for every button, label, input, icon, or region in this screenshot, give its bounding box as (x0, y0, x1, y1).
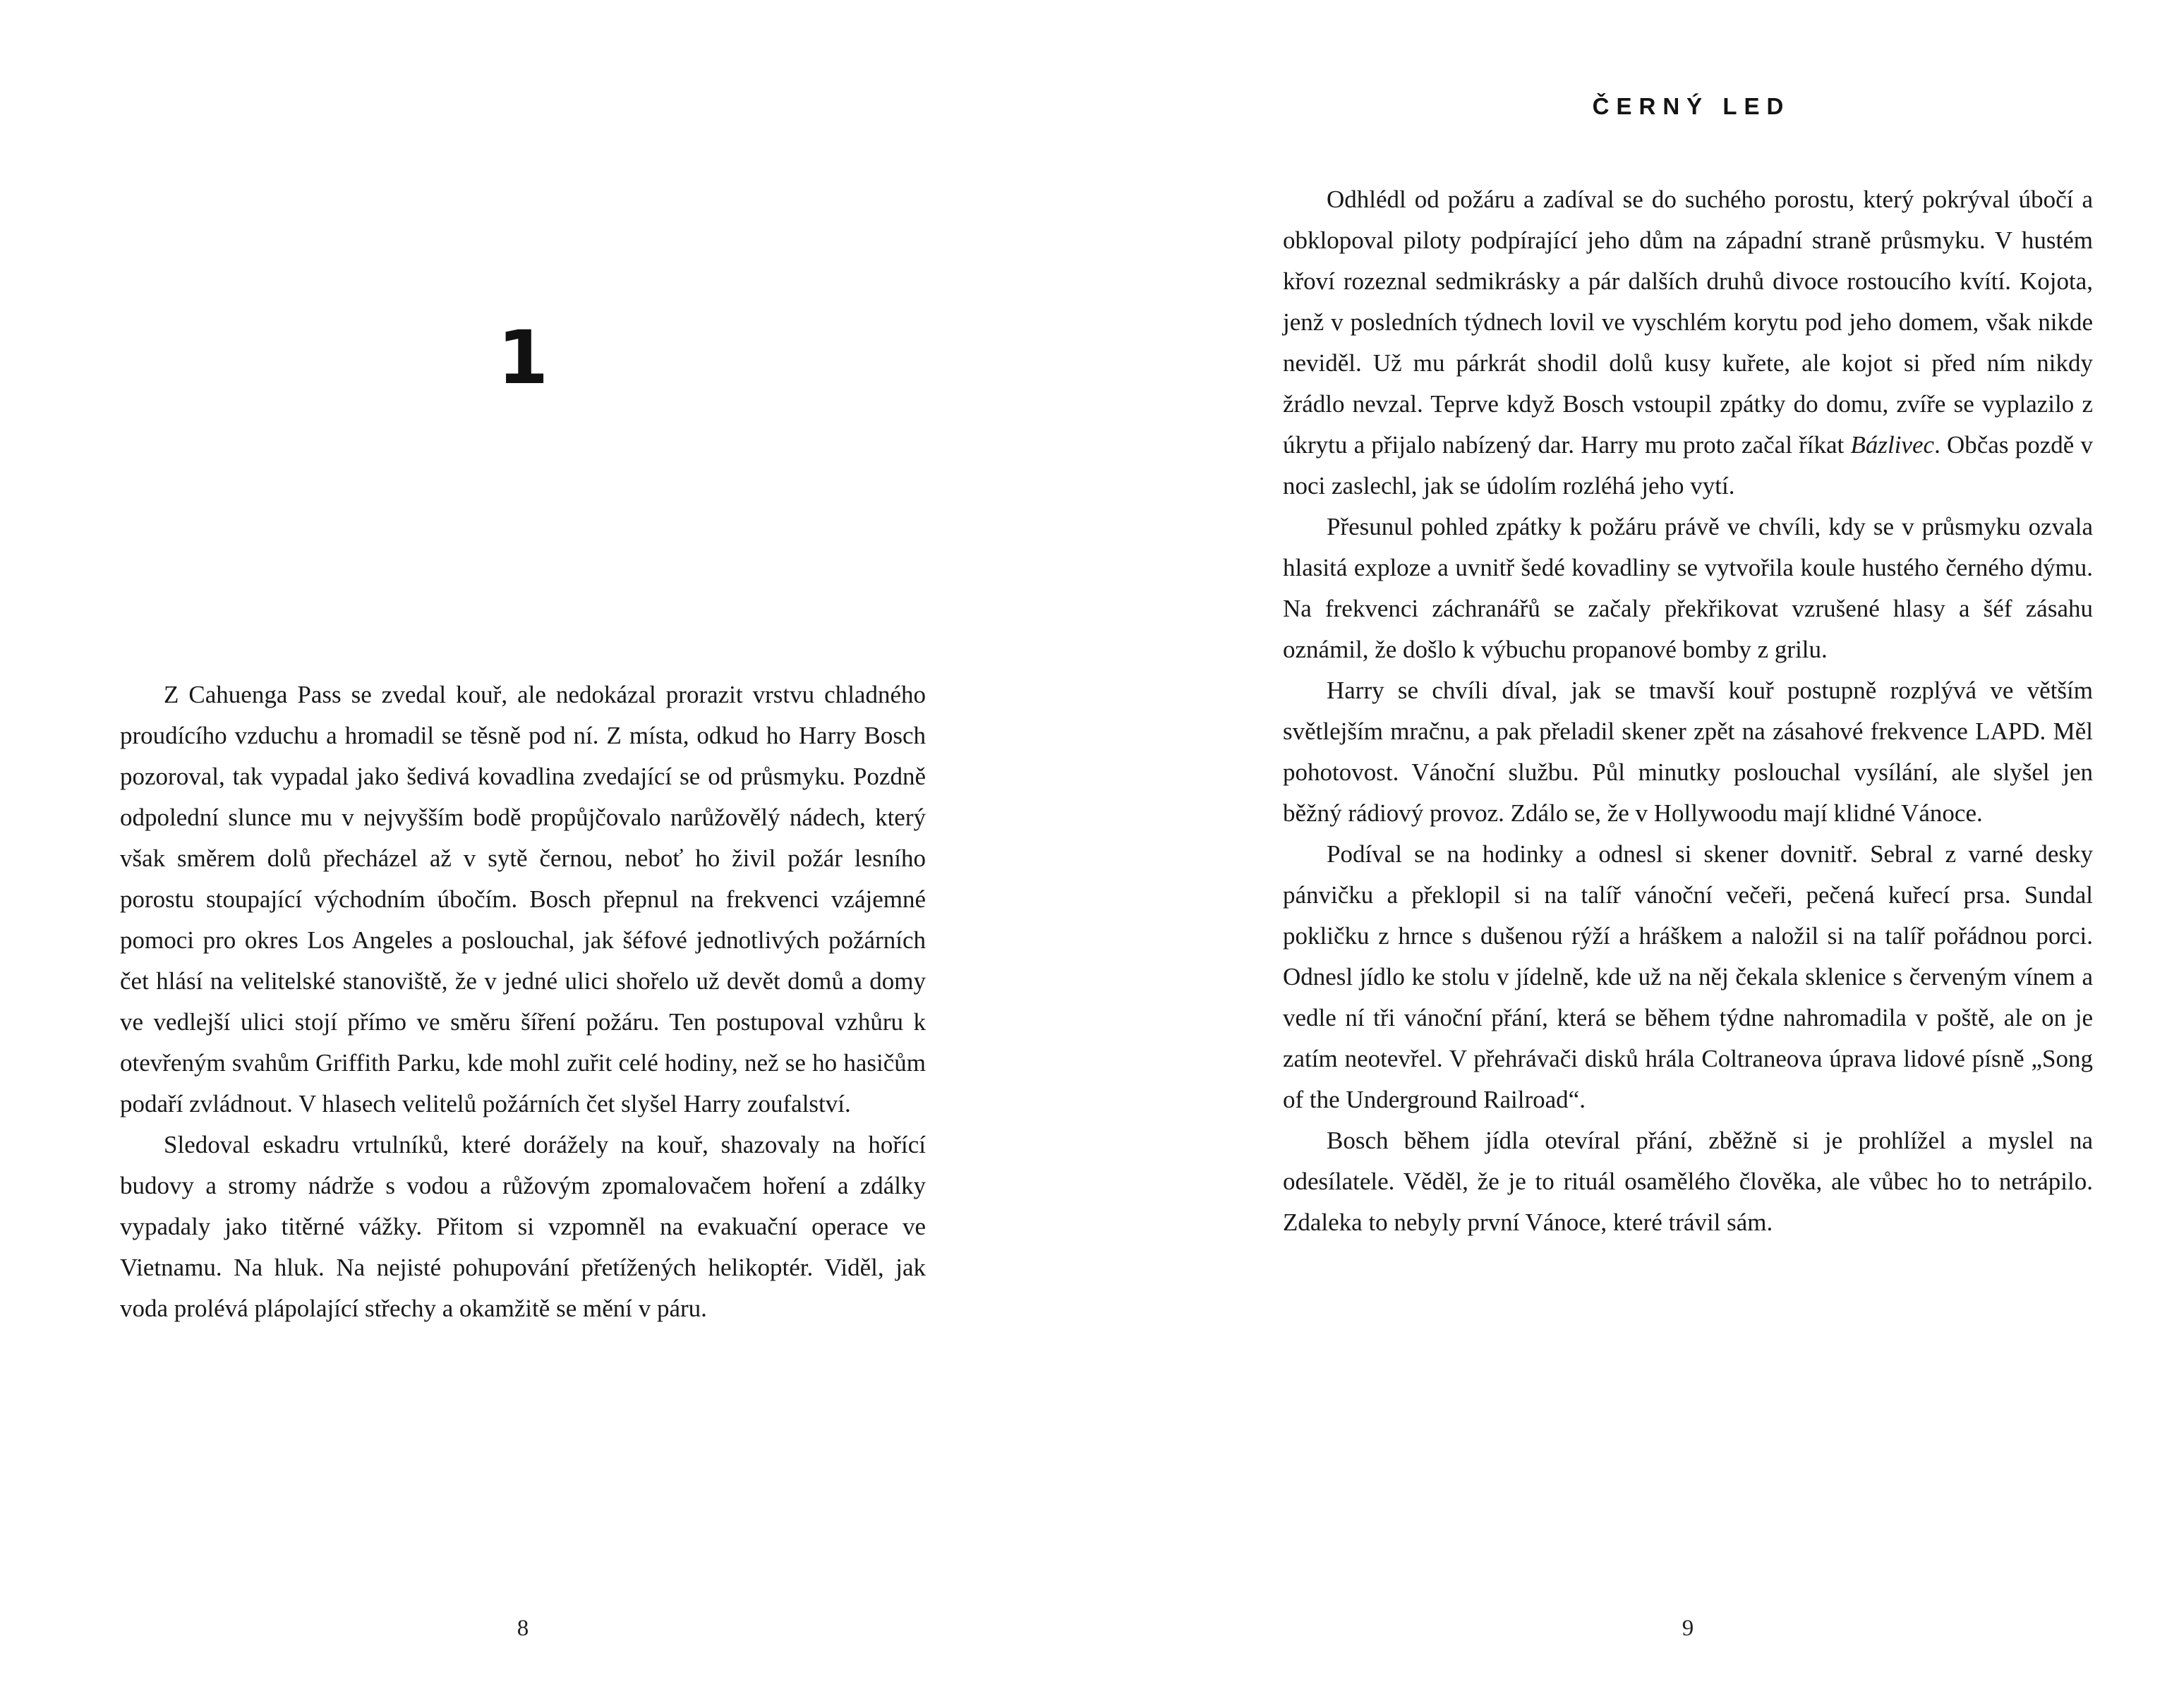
body-text: Podíval se na hodinky a odnesl si skener dovnitř. Sebral z varné desky pánvičku a překlopil si na talíř vánoční večeři, pečená kuřecí prsa. Sundal pokličku z hrnce s dušenou rýží a hráškem a naložil si na talíř pořádnou porci. Odnesl jídlo ke stolu v jídelně, kde už na něj čekala sklenice s červeným vínem a vedle ní tři vánoční přání, která se během týdne nahromadila v poště, ale on je zatím neotevřel. V přehrávači disků hrála Coltraneova úprava lidové písně „Song of the Underground Railroad“. (1283, 840, 2093, 1113)
paragraph (120, 674, 926, 1125)
body-text: . Občas pozdě v noci zaslechl, jak se údolím rozléhá jeho vytí. (1283, 431, 2093, 499)
paragraph (1283, 670, 2093, 834)
chapter-number: 1 (497, 315, 549, 401)
right-page (1084, 0, 2167, 1708)
paragraph (1283, 179, 2093, 507)
running-header: ČERNÝ LED (1592, 93, 1791, 119)
paragraph (120, 1125, 926, 1329)
left-page (0, 0, 1083, 1708)
body-text: Bosch během jídla otevíral přání, zběžně si je prohlížel a myslel na odesílatele. Věděl, že je to rituál osamělého člověka, ale vůbec ho to netrápilo. Zdaleka to nebyly první Vánoce, které trávil sám. (1283, 1127, 2093, 1236)
paragraph (1283, 834, 2093, 1120)
body-text: Odhlédl od požáru a zadíval se do suchého porostu, který pokrýval úbočí a obklopoval piloty podpírající jeho dům na západní straně průsmyku. V hustém křoví rozeznal sedmikrásky a pár dalších druhů divoce rostoucího kvítí. Kojota, jenž v posledních týdnech lovil ve vyschlém korytu pod jeho domem, však nikde neviděl. Už mu párkrát shodil dolů kusy kuřete, ale kojot si před ním nikdy žrádlo nevzal. Teprve když Bosch vstoupil zpátky do domu, zvíře se vyplazilo z úkrytu a přijalo nabízený dar. Harry mu proto začal říkat (1283, 186, 2093, 459)
left-page-number: 8 (517, 1616, 529, 1641)
body-text: Sledoval eskadru vrtulníků, které dorážely na kouř, shazovaly na hořící budovy a stromy nádrže s vodou a růžovým zpomalovačem hoření a zdálky vypadaly jako titěrné vážky. Přitom si vzpomněl na evakuační operace ve Vietnamu. Na hluk. Na nejisté pohupování přetížených helikoptér. Viděl, jak voda prolévá plápolající střechy a okamžitě se mění v páru. (120, 1131, 926, 1322)
left-page-text (120, 674, 926, 1329)
body-text: Z Cahuenga Pass se zvedal kouř, ale nedokázal prorazit vrstvu chladného proudícího vzduchu a hromadil se těsně pod ní. Z místa, odkud ho Harry Bosch pozoroval, tak vypadal jako šedivá kovadlina zvedající se od průsmyku. Pozdně odpolední slunce mu v nejvyšším bodě propůjčovalo narůžovělý nádech, který však směrem dolů přecházel až v sytě černou, neboť ho živil požár lesního porostu stoupající východním úbočím. Bosch přepnul na frekvenci vzájemné pomoci pro okres Los Angeles a poslouchal, jak šéfové jednotlivých požárních čet hlásí na velitelské stanoviště, že v jedné ulici shořelo už devět domů a domy ve vedlejší ulici stojí přímo ve směru šíření požáru. Ten postupoval vzhůru k otevřeným svahům Griffith Parku, kde mohl zuřit celé hodiny, než se ho hasičům podaří zvládnout. V hlasech velitelů požárních čet slyšel Harry zoufalství. (120, 681, 926, 1118)
paragraph (1283, 507, 2093, 670)
body-text: Harry se chvíli díval, jak se tmavší kouř postupně rozplývá ve větším světlejším mračnu, a pak přeladil skener zpět na zásahové frekvence LAPD. Měl pohotovost. Vánoční službu. Půl minutky poslouchal vysílání, ale slyšel jen běžný rádiový provoz. Zdálo se, že v Hollywoodu mají klidné Vánoce. (1283, 677, 2093, 827)
italic-text: Bázlivec (1850, 431, 1935, 459)
paragraph (1283, 1120, 2093, 1243)
right-page-number: 9 (1682, 1616, 1694, 1641)
body-text: Přesunul pohled zpátky k požáru právě ve chvíli, kdy se v průsmyku ozvala hlasitá exploze a uvnitř šedé kovadliny se vytvořila koule hustého černého dýmu. Na frekvenci záchranářů se začaly překřikovat vzrušené hlasy a šéf zásahu oznámil, že došlo k výbuchu propanové bomby z grilu. (1283, 513, 2093, 663)
right-page-text (1283, 179, 2093, 1243)
